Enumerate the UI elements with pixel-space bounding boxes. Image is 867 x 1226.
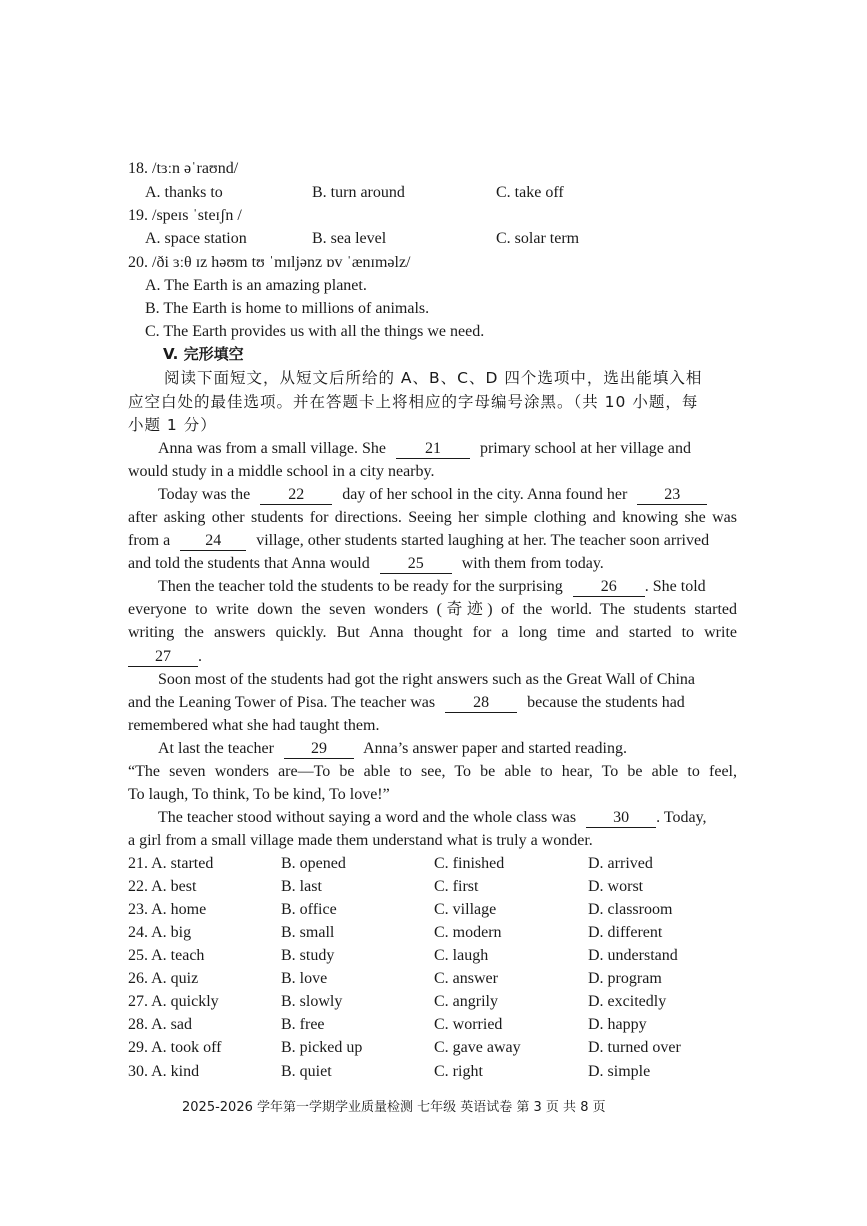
question-27-option-d: D. excitedly bbox=[588, 993, 667, 1010]
question-18-prompt: 18. /tɜːn əˈraʊnd/ bbox=[128, 160, 239, 177]
question-18-option-b: B. turn around bbox=[312, 184, 405, 201]
passage-paragraph-2-line-3: from a 24 village, other students started laughing at her. The teacher soon arrived bbox=[128, 532, 710, 549]
question-26-option-d: D. program bbox=[588, 970, 662, 987]
question-30-option-b: B. quiet bbox=[281, 1063, 332, 1080]
blank-30: 30 bbox=[586, 809, 656, 828]
section-instruction-line-3: 小题 1 分） bbox=[128, 416, 217, 434]
blank-29: 29 bbox=[284, 740, 354, 759]
passage-paragraph-4-line-2: and the Leaning Tower of Pisa. The teacher was 28 because the students had bbox=[128, 694, 685, 711]
passage-paragraph-7-line-1: The teacher stood without saying a word and the whole class was 30 . Today, bbox=[158, 809, 707, 826]
question-21-option-b: B. opened bbox=[281, 855, 346, 872]
section-heading: V. 完形填空 bbox=[163, 345, 244, 363]
question-21-option-d: D. arrived bbox=[588, 855, 653, 872]
passage-paragraph-7-line-2: a girl from a small village made them understand what is truly a wonder. bbox=[128, 832, 593, 849]
question-24-option-d: D. different bbox=[588, 924, 663, 941]
page-footer: 2025-2026 学年第一学期学业质量检测 七年级 英语试卷 第 3 页 共 8 页 bbox=[182, 1100, 606, 1115]
passage-paragraph-2-line-2: after asking other students for directions. Seeing her simple clothing and knowing she was bbox=[128, 509, 737, 526]
question-24-option-a: 24. A. big bbox=[128, 924, 192, 941]
question-23-option-a: 23. A. home bbox=[128, 901, 207, 918]
question-20-option-a: A. The Earth is an amazing planet. bbox=[145, 277, 367, 294]
question-30-option-c: C. right bbox=[434, 1063, 483, 1080]
section-instruction-line-2: 应空白处的最佳选项。并在答题卡上将相应的字母编号涂黑。（共 10 小题，每 bbox=[128, 393, 699, 411]
question-19-option-c: C. solar term bbox=[496, 230, 580, 247]
question-29-option-c: C. gave away bbox=[434, 1039, 521, 1056]
blank-24: 24 bbox=[180, 532, 246, 551]
question-28-option-a: 28. A. sad bbox=[128, 1016, 192, 1033]
question-29-option-b: B. picked up bbox=[281, 1039, 363, 1056]
question-25-option-b: B. study bbox=[281, 947, 335, 964]
question-27-option-c: C. angrily bbox=[434, 993, 498, 1010]
question-30-option-a: 30. A. kind bbox=[128, 1063, 200, 1080]
question-23-option-b: B. office bbox=[281, 901, 337, 918]
blank-26: 26 bbox=[573, 578, 645, 597]
section-instruction-line-1: 阅读下面短文，从短文后所给的 A、B、C、D 四个选项中，选出能填入相 bbox=[164, 369, 703, 387]
question-20-prompt: 20. /ði ɜːθ ɪz həʊm tʊ ˈmɪljənz ɒv ˈænɪməlz/ bbox=[128, 254, 411, 271]
passage-paragraph-5-line-1: At last the teacher 29 Anna’s answer paper and started reading. bbox=[158, 740, 627, 757]
passage-paragraph-2-line-1: Today was the 22 day of her school in the city. Anna found her 23 bbox=[158, 483, 707, 506]
passage-paragraph-3-line-1: Then the teacher told the students to be ready for the surprising 26 . She told bbox=[158, 578, 706, 595]
passage-paragraph-6-line-2: To laugh, To think, To be kind, To love!” bbox=[128, 786, 390, 803]
passage-paragraph-4-line-1: Soon most of the students had got the right answers such as the Great Wall of China bbox=[158, 671, 695, 688]
question-19-option-b: B. sea level bbox=[312, 230, 387, 247]
blank-27: 27 bbox=[128, 648, 198, 667]
question-24-option-b: B. small bbox=[281, 924, 335, 941]
question-23-option-d: D. classroom bbox=[588, 901, 673, 918]
question-27-option-a: 27. A. quickly bbox=[128, 993, 219, 1010]
question-19-option-a: A. space station bbox=[145, 230, 247, 247]
question-18-option-a: A. thanks to bbox=[145, 184, 223, 201]
passage-paragraph-2-line-4: and told the students that Anna would 25 with them from today. bbox=[128, 555, 604, 572]
question-21-option-c: C. finished bbox=[434, 855, 505, 872]
blank-21: 21 bbox=[396, 440, 470, 459]
question-30-option-d: D. simple bbox=[588, 1063, 651, 1080]
question-29-option-a: 29. A. took off bbox=[128, 1039, 222, 1056]
question-22-option-a: 22. A. best bbox=[128, 878, 197, 895]
blank-22: 22 bbox=[260, 486, 332, 505]
question-26-option-a: 26. A. quiz bbox=[128, 970, 199, 987]
question-25-option-c: C. laugh bbox=[434, 947, 489, 964]
question-18-option-c: C. take off bbox=[496, 184, 564, 201]
question-28-option-c: C. worried bbox=[434, 1016, 503, 1033]
question-21-option-a: 21. A. started bbox=[128, 855, 214, 872]
question-23-option-c: C. village bbox=[434, 901, 497, 918]
question-20-option-b: B. The Earth is home to millions of animals. bbox=[145, 300, 430, 317]
question-22-option-c: C. first bbox=[434, 878, 479, 895]
blank-28: 28 bbox=[445, 694, 517, 713]
question-22-option-b: B. last bbox=[281, 878, 322, 895]
question-26-option-b: B. love bbox=[281, 970, 328, 987]
question-25-option-d: D. understand bbox=[588, 947, 678, 964]
question-26-option-c: C. answer bbox=[434, 970, 498, 987]
passage-paragraph-3-line-3: writing the answers quickly. But Anna thought for a long time and started to write bbox=[128, 624, 737, 641]
passage-paragraph-3-line-4: 27 . bbox=[128, 645, 202, 668]
question-28-option-b: B. free bbox=[281, 1016, 325, 1033]
question-25-option-a: 25. A. teach bbox=[128, 947, 205, 964]
blank-23: 23 bbox=[637, 486, 707, 505]
passage-paragraph-1-line-1: Anna was from a small village. She 21 primary school at her village and bbox=[158, 440, 691, 457]
passage-paragraph-4-line-3: remembered what she had taught them. bbox=[128, 717, 380, 734]
question-29-option-d: D. turned over bbox=[588, 1039, 681, 1056]
question-28-option-d: D. happy bbox=[588, 1016, 647, 1033]
passage-paragraph-6-line-1: “The seven wonders are—To be able to see, To be able to hear, To be able to feel, bbox=[128, 763, 737, 780]
blank-25: 25 bbox=[380, 555, 452, 574]
passage-paragraph-1-line-2: would study in a middle school in a city nearby. bbox=[128, 463, 435, 480]
question-24-option-c: C. modern bbox=[434, 924, 502, 941]
question-22-option-d: D. worst bbox=[588, 878, 644, 895]
question-19-prompt: 19. /speɪs ˈsteɪʃn / bbox=[128, 207, 242, 224]
question-27-option-b: B. slowly bbox=[281, 993, 343, 1010]
question-20-option-c: C. The Earth provides us with all the things we need. bbox=[145, 323, 485, 340]
passage-paragraph-3-line-2: everyone to write down the seven wonders (奇迹) of the world. The students started bbox=[128, 601, 737, 618]
